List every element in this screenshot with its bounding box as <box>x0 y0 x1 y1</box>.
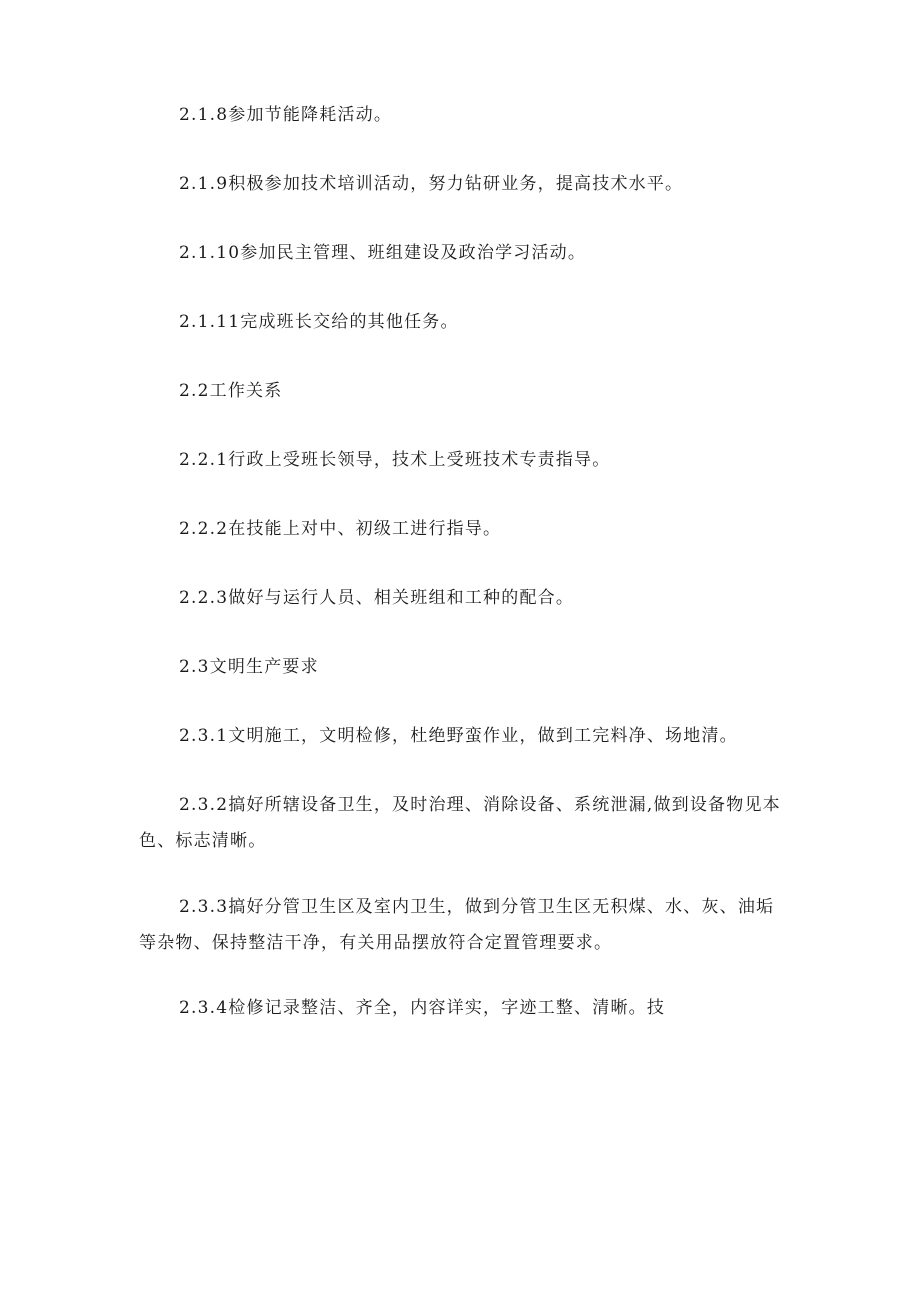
section-heading-2-3: 2.3文明生产要求 <box>179 657 319 677</box>
paragraph-2-2-3: 2.2.3做好与运行人员、相关班组和工种的配合。 <box>179 588 575 608</box>
paragraph-2-2-1: 2.2.1行政上受班长领导，技术上受班技术专责指导。 <box>179 450 611 470</box>
paragraph-2-3-1: 2.3.1文明施工，文明检修，杜绝野蛮作业，做到工完料净、场地清。 <box>179 726 738 746</box>
paragraph-2-3-4: 2.3.4检修记录整洁、齐全，内容详实，字迹工整、清晰。技 <box>179 998 666 1018</box>
paragraph-2-1-10: 2.1.10参加民主管理、班组建设及政治学习活动。 <box>179 243 587 263</box>
paragraph-2-3-3: 2.3.3搞好分管卫生区及室内卫生，做到分管卫生区无积煤、水、灰、油垢等杂物、保持整洁干净，有关用品摆放符合定置管理要求。 <box>139 897 775 953</box>
section-heading-2-2: 2.2工作关系 <box>179 381 283 401</box>
paragraph-2-1-9: 2.1.9积极参加技术培训活动，努力钻研业务，提高技术水平。 <box>179 174 684 194</box>
paragraph-2-2-2: 2.2.2在技能上对中、初级工进行指导。 <box>179 519 502 539</box>
paragraph-2-1-8: 2.1.8参加节能降耗活动。 <box>179 105 393 125</box>
paragraph-2-1-11: 2.1.11完成班长交给的其他任务。 <box>179 312 459 332</box>
paragraph-2-3-2: 2.3.2搞好所辖设备卫生，及时治理、消除设备、系统泄漏,做到设备物见本色、标志清晰。 <box>139 795 781 851</box>
